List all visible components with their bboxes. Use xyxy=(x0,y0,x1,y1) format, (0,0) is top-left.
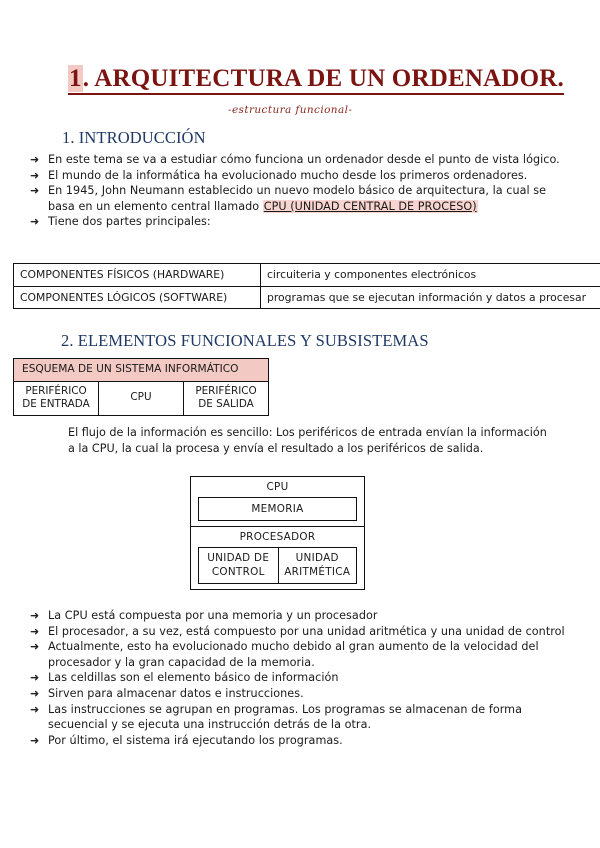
arrow-bullet-icon: ➜ xyxy=(30,168,40,182)
arrow-bullet-icon: ➜ xyxy=(30,733,40,747)
table-cell-periferico-entrada: PERIFÉRICO DE ENTRADA xyxy=(14,381,99,415)
table-esquema-sistema-informatico xyxy=(13,358,269,416)
cpu-diagram-unit-row xyxy=(198,547,357,584)
list-item xyxy=(30,624,572,640)
list-item xyxy=(30,214,572,230)
table-row xyxy=(14,359,269,382)
list-item-text-lead: En 1945, John Neumann establecido un nuevo modelo básico de arquitectura, la cual se basa en un elemento central llamado xyxy=(48,184,547,213)
list-item-text: Tiene dos partes principales: xyxy=(48,215,211,229)
list-item-text: El mundo de la informática ha evolucionado mucho desde los primeros ordenadores. xyxy=(48,168,528,182)
cpu-bullet-list xyxy=(30,608,572,748)
arrow-bullet-icon: ➜ xyxy=(30,609,40,622)
list-item xyxy=(30,168,572,184)
table-header-cell: ESQUEMA DE UN SISTEMA INFORMÁTICO xyxy=(14,359,269,382)
cpu-diagram-cpu-label: CPU xyxy=(266,481,289,493)
cpu-diagram-unidad-aritmetica-box: UNIDAD ARITMÉTICA xyxy=(278,548,357,583)
table-componentes xyxy=(13,263,600,309)
cpu-diagram-processor-section xyxy=(191,526,364,589)
section-heading-elementos-funcionales: 2. ELEMENTOS FUNCIONALES Y SUBSISTEMAS xyxy=(61,331,429,350)
list-item-text xyxy=(48,183,572,214)
list-item xyxy=(30,670,572,686)
arrow-bullet-icon: ➜ xyxy=(30,184,40,198)
table-cell-label: COMPONENTES FÍSICOS (HARDWARE) xyxy=(14,264,261,287)
arrow-bullet-icon: ➜ xyxy=(30,671,40,685)
arrow-bullet-icon: ➜ xyxy=(30,640,40,654)
table-cell-periferico-salida: PERIFÉRICO DE SALIDA xyxy=(184,381,269,415)
cpu-diagram-memory-section xyxy=(191,477,364,526)
cpu-diagram-procesador-label: PROCESADOR xyxy=(239,531,316,543)
arrow-bullet-icon: ➜ xyxy=(30,624,40,638)
title-text: . ARQUITECTURA DE UN ORDENADOR. xyxy=(82,65,564,92)
arrow-bullet-icon: ➜ xyxy=(30,215,40,229)
table-row xyxy=(14,264,600,287)
flujo-informacion-paragraph: El flujo de la información es sencillo: Los periféricos de entrada envían la información a la CPU, la cual la procesa y envía el resultado a los periféricos de salida. xyxy=(68,426,547,455)
list-item xyxy=(30,686,572,702)
list-item xyxy=(30,608,572,624)
title-number-highlight: 1 xyxy=(69,65,82,92)
cpu-diagram-memoria-box: MEMORIA xyxy=(198,497,357,521)
list-item-text: Actualmente, esto ha evolucionado mucho debido al gran aumento de la velocidad del procesador y la gran capacidad de la memoria. xyxy=(48,640,539,669)
list-item-text: Sirven para almacenar datos e instrucciones. xyxy=(48,686,304,700)
intro-bullet-list xyxy=(30,152,572,230)
list-item xyxy=(30,639,572,670)
table-cell-value: programas que se ejecutan información y datos a procesar xyxy=(261,286,600,309)
list-item xyxy=(30,152,572,168)
table-cell-value: circuiteria y componentes electrónicos xyxy=(261,264,600,287)
page-title xyxy=(68,66,564,95)
list-item-text: Las celdillas son el elemento básico de información xyxy=(48,671,339,685)
table-cell-label: COMPONENTES LÓGICOS (SOFTWARE) xyxy=(14,286,261,309)
arrow-bullet-icon: ➜ xyxy=(30,686,40,700)
list-item-text: La CPU está compuesta por una memoria y un procesador xyxy=(48,609,378,622)
table-row xyxy=(14,286,600,309)
page-subtitle: -estructura funcional- xyxy=(228,104,353,116)
section-heading-introduccion: 1. INTRODUCCIÓN xyxy=(62,128,206,147)
cpu-highlight-term: CPU (UNIDAD CENTRAL DE PROCESO) xyxy=(263,199,477,213)
list-item xyxy=(30,702,572,733)
arrow-bullet-icon: ➜ xyxy=(30,153,40,166)
arrow-bullet-icon: ➜ xyxy=(30,702,40,716)
list-item-text: Las instrucciones se agrupan en programas. Los programas se almacenan de forma secuencial y se ejecuta una instrucción detrás de la otra. xyxy=(48,702,523,732)
list-item-text: En este tema se va a estudiar cómo funciona un ordenador desde el punto de vista lógico. xyxy=(48,153,560,166)
table-cell-cpu: CPU xyxy=(99,381,184,415)
cpu-diagram xyxy=(190,476,365,590)
list-item xyxy=(30,733,572,749)
list-item-text: El procesador, a su vez, está compuesto por una unidad aritmética y una unidad de control xyxy=(48,624,565,638)
list-item-text: Por último, el sistema irá ejecutando los programas. xyxy=(48,733,343,747)
list-item xyxy=(30,183,572,214)
cpu-diagram-unidad-control-box: UNIDAD DE CONTROL xyxy=(207,552,270,578)
table-row xyxy=(14,381,269,415)
